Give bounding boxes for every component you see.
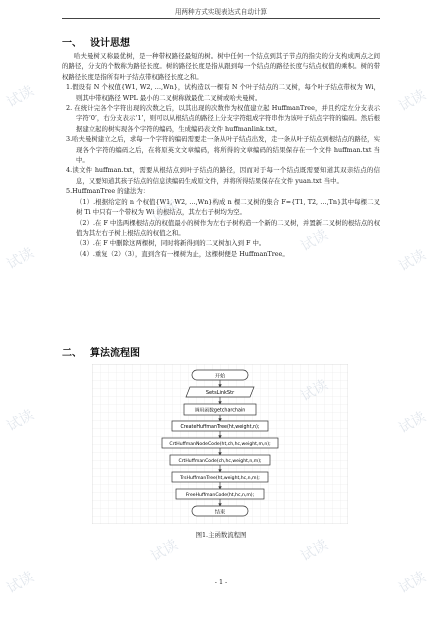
section-heading-design [62,34,130,49]
flow-node-label: 调用函数getcharchain [194,408,246,414]
flow-node-label: FreeHuffmanCode(ht,hc,n,m); [185,493,255,498]
design-body [62,51,380,259]
flow-node-label: CrtHuffmanNodeCode(ht,ch,hc,weight,m,n); [169,442,271,447]
watermark: 试读 [4,244,37,273]
watermark: 试读 [4,406,37,435]
list-item: 3.哈夫曼树建立之后，求每一个字符的编码需要走一条从叶子结点出发，走一条从叶子结点到根结点的路径，实现各个字符的编码之后，在将原英文文章编码，将所得的文章编码的结果保存在一个文件 huffman.txt 当中。 [66,135,380,165]
watermark: 试读 [298,226,331,255]
page-number: - 1 - [214,578,228,586]
flow-node-label: 结束 [214,509,226,516]
watermark: 试读 [298,376,331,405]
section-number: 二、 [62,348,82,359]
sub-list-item: （2）.在 F 中选两棵根结点的权值最小的树作为左右子树构造一个新的二叉树，并置新二叉树的根结点的权值为其左右子树上根结点的权值之和。 [76,218,380,237]
flow-node-label: TrsHuffmanTree(ht,weight,hc,n,m); [180,476,260,481]
sub-list-item: （4）.重复（2）（3），直到含有一棵树为止，这棵树便是 HuffmanTree。 [76,249,289,258]
flow-node-label: CrtHuffmanCode(ch,hc,weight,n,m); [178,459,262,464]
list-item: 1.假设有 N 个权值{W1, W2, …,Wn}，试构造以一棵有 N 个叶子结点的二叉树，每个叶子结点带权为 Wi，则其中带权路径 WPL 最小的二叉树称做最优二叉树或哈夫曼树。 [66,83,380,102]
sub-list-item: （3）.在 F 中删除这两棵树，同时将新得到的二叉树加入到 F 中。 [76,239,266,248]
main-flowchart [92,364,348,524]
section-number: 一、 [62,38,82,49]
section-title: 算法流程图 [90,348,140,359]
list-item: 5.HuffmanTree 的建法为： [66,187,150,196]
watermark: 试读 [396,408,429,437]
watermark: 试读 [298,536,331,565]
flow-node-label: CreateHuffmanTree(ht,weight,n); [180,425,260,430]
list-item: 2. 在统计完各个字符出现的次数之后，以其出现的次数作为权值建立起 HuffmanTree，并且约定左分支表示字符‘0’，右分支表示‘1’，则可以从根结点的路径上分支字符组成字符串作为该叶子结点字符的编码。然后根据建立起的树实现各个字符的编码，生成编码表文件 huffmanlink.txt。 [66,104,380,133]
section-title: 设计思想 [90,38,130,49]
intro-paragraph: 哈夫曼树又称最优树，是一种带权路径最短的树。树中任何一个结点到其子节点的指尖的分支构成两点之间的路径，分支的个数称为路径长度。树的路径长度是指从跟到每一个结点的路径长度与结点权值的乘积。树的带权路径长度是指所有叶子结点带权路径长度之和。 [62,52,380,81]
watermark: 试读 [396,568,429,597]
watermark: 试读 [148,196,181,225]
sub-list-item: （1）.根据给定的 n 个权值{W1, W2, …,Wn}构成 n 棵二叉树的集合 F={T1, T2, …,Tn}其中每棵二叉树 Ti 中只有一个带权为 Wi 的根结点，其左右子树均为空。 [76,197,380,217]
watermark: 试读 [148,536,181,565]
watermark: 试读 [4,568,37,597]
watermark: 试读 [4,82,37,111]
page-header: 用两种方式实现表达式自动计算 [62,6,380,19]
flowchart-svg [92,364,348,524]
list-item: 4.读文件 huffman.txt，需要从根结点到叶子结点的路径，因而对于每一个结点既需要知道其双亲结点的信息，又要知道其孩子结点的信息读编码生成原文件，并将所得结果保存在文件 yuan.txt 当中。 [66,166,380,185]
watermark: 试读 [396,86,429,115]
watermark: 试读 [396,246,429,275]
section-heading-flowchart [62,344,140,359]
figure-caption: 图1.主函数流程图 [195,531,247,539]
flow-node-label: SetsLinkStr [205,390,235,396]
flow-node-label: 开始 [214,373,226,380]
